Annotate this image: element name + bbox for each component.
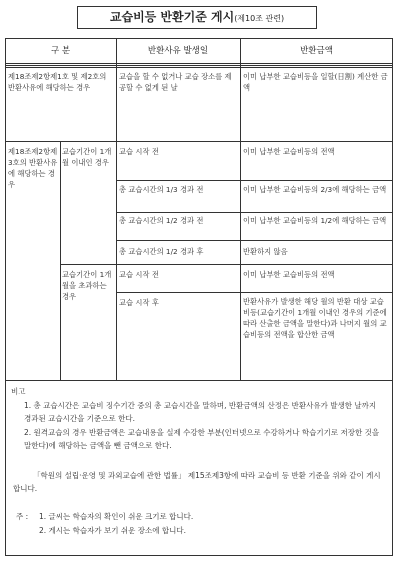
column-rule	[60, 141, 61, 380]
sub-within-month: 교습기간이 1개월 이내인 경우	[62, 147, 112, 167]
row-rule	[116, 240, 393, 241]
legal-notice: 「학원의 설립·운영 및 과외교습에 관한 법률」 제15조제3항에 따라 교습비 등 반환 기준을 위와 같이 게시합니다.	[13, 471, 381, 493]
header-rule	[5, 63, 393, 64]
header-reason: 반환사유 발생일	[147, 46, 209, 56]
remarks-item-1: 1. 총 교습시간은 교습비 징수기간 중의 총 교습시간을 말하며, 반환금액의 산정은 반환사유가 발생한 날까지 경과된 교습시간을 기준으로 한다.	[24, 401, 377, 423]
row1-amount: 이미 납부한 교습비등을 일할(日割) 계산한 금액	[243, 72, 388, 92]
sub-over-month: 교습기간이 1개월을 초과하는 경우	[62, 270, 112, 301]
header-category: 구 분	[50, 46, 71, 56]
header-amount: 반환금액	[300, 46, 333, 56]
row3-amount: 이미 납부한 교습비등의 2/3에 해당하는 금액	[243, 185, 387, 194]
row-rule	[116, 180, 393, 181]
row7-reason: 교습 시작 후	[119, 298, 159, 307]
row-rule	[116, 292, 393, 293]
row5-reason: 총 교습시간의 1/2 경과 후	[119, 247, 204, 256]
row3-reason: 총 교습시간의 1/3 경과 전	[119, 185, 204, 194]
row1-reason: 교습을 할 수 없거나 교습 장소를 제공할 수 없게 된 날	[119, 72, 232, 92]
row2-reason: 교습 시작 전	[119, 147, 159, 156]
column-rule	[116, 38, 117, 380]
title-box	[77, 6, 317, 29]
row1-category: 제18조제2항제1호 및 제2호의 반환사유에 해당하는 경우	[8, 72, 107, 92]
row6-amount: 이미 납부한 교습비등의 전액	[243, 270, 335, 279]
group2-category: 제18조제2항제3호의 반환사유에 해당하는 경우	[8, 147, 58, 189]
remarks-label: 비고	[11, 387, 26, 396]
header-double-rule	[5, 65, 393, 68]
remarks-item-2: 2. 원격교습의 경우 반환금액은 교습내용을 실제 수강한 부분(인터넷으로 수강하거나 학습기기로 저장한 것을 말한다)에 해당하는 금액을 뺀 금액으로 한다.	[24, 428, 380, 450]
row2-amount: 이미 납부한 교습비등의 전액	[243, 147, 335, 156]
page-title: 교습비등 반환기준 게시	[109, 10, 235, 24]
row4-reason: 총 교습시간의 1/2 경과 전	[119, 216, 204, 225]
footnote-item-2: 2. 게시는 학습자가 보기 쉬운 장소에 합니다.	[39, 526, 187, 535]
footnote-label: 주 :	[16, 512, 29, 521]
table-bottom-rule	[5, 380, 393, 381]
row4-amount: 이미 납부한 교습비등의 1/2에 해당하는 금액	[243, 216, 387, 225]
column-rule	[240, 38, 241, 380]
footnote-item-1: 1. 글씨는 학습자의 확인이 쉬운 크기로 합니다.	[39, 512, 194, 521]
row-rule	[5, 141, 393, 142]
row5-amount: 반환하지 않음	[243, 247, 288, 256]
row6-reason: 교습 시작 전	[119, 270, 159, 279]
page-subtitle: (제10조 관련)	[234, 14, 285, 23]
row7-amount: 반환사유가 발생한 해당 월의 반환 대상 교습비등(교습기간이 1개월 이내인 경우의 기준에 따라 산출한 금액을 말한다)과 나머지 월의 교습비등의 전액을 합산한 금액	[243, 297, 387, 339]
row-rule	[116, 212, 393, 213]
row-rule	[60, 264, 393, 265]
